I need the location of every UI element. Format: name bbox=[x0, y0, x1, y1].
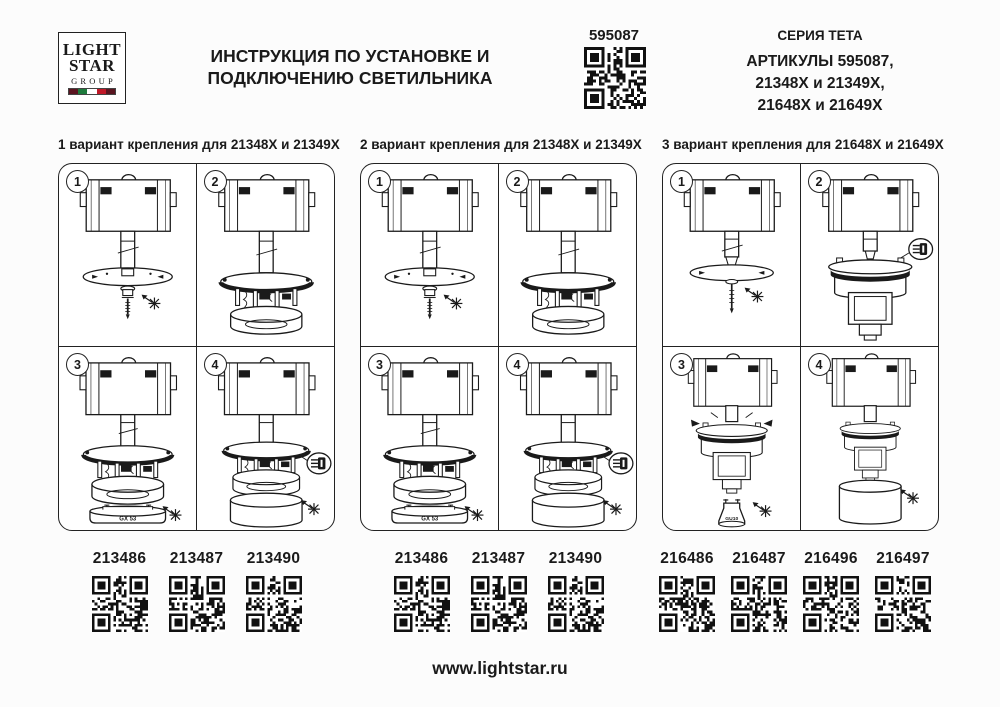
product-code-item bbox=[867, 550, 939, 632]
step-cell bbox=[801, 347, 939, 530]
step-number-badge: 1 bbox=[670, 170, 693, 193]
logo-word-light: LIGHT bbox=[62, 40, 122, 60]
step-cell bbox=[663, 347, 801, 530]
variant-2-steps-grid bbox=[360, 163, 637, 531]
product-qr-code bbox=[92, 576, 148, 632]
step-number-badge: 1 bbox=[368, 170, 391, 193]
main-qr-code bbox=[584, 47, 646, 109]
articles-line1: АРТИКУЛЫ 595087, bbox=[746, 53, 894, 70]
variant-2-product-codes bbox=[360, 550, 637, 632]
product-code-label: 213490 bbox=[548, 550, 603, 567]
page-title-line1: ИНСТРУКЦИЯ ПО УСТАНОВКЕ И bbox=[210, 46, 490, 66]
page-title bbox=[155, 46, 545, 89]
step-number-badge: 3 bbox=[670, 353, 693, 376]
step-number-badge: 1 bbox=[66, 170, 89, 193]
product-code-item bbox=[651, 550, 723, 632]
product-code-item bbox=[460, 550, 537, 632]
product-code-label: 216486 bbox=[660, 550, 714, 567]
step-number-badge: 2 bbox=[506, 170, 529, 193]
step-cell bbox=[197, 347, 335, 530]
italian-flag-stripe bbox=[69, 89, 115, 94]
step-number-badge: 2 bbox=[808, 170, 831, 193]
product-qr-code bbox=[394, 576, 450, 632]
product-qr-code bbox=[471, 576, 527, 632]
product-code-label: 216487 bbox=[732, 550, 786, 567]
step-number-badge: 2 bbox=[204, 170, 227, 193]
product-code-label: 213487 bbox=[471, 550, 526, 567]
product-qr-code bbox=[169, 576, 225, 632]
step-number-badge: 3 bbox=[368, 353, 391, 376]
product-code-item bbox=[795, 550, 867, 632]
step-cell bbox=[59, 347, 197, 530]
step-cell bbox=[361, 347, 499, 530]
product-code-label: 216497 bbox=[876, 550, 930, 567]
step-cell bbox=[663, 164, 801, 347]
logo-word-group: GROUP bbox=[71, 75, 116, 86]
step-cell bbox=[801, 164, 939, 347]
step-cell bbox=[361, 164, 499, 347]
product-code-item bbox=[158, 550, 235, 632]
product-code-label: 216496 bbox=[804, 550, 858, 567]
articles-line2: 21348X и 21349X, bbox=[755, 75, 885, 92]
product-code-label: 213490 bbox=[246, 550, 301, 567]
page-title-line2: ПОДКЛЮЧЕНИЮ СВЕТИЛЬНИКА bbox=[207, 67, 493, 88]
articles-line3: 21648X и 21649X bbox=[757, 97, 883, 114]
variant-1-heading: 1 вариант крепления для 21348X и 21349X bbox=[58, 137, 340, 152]
variant-1-steps-grid bbox=[58, 163, 335, 531]
product-code-item bbox=[81, 550, 158, 632]
step-number-badge: 3 bbox=[66, 353, 89, 376]
series-title: СЕРИЯ TETA bbox=[777, 28, 863, 43]
step-number-badge: 4 bbox=[204, 353, 227, 376]
variant-1-product-codes bbox=[58, 550, 335, 632]
product-qr-code bbox=[659, 576, 715, 632]
product-code-label: 213487 bbox=[169, 550, 224, 567]
product-code-item bbox=[235, 550, 312, 632]
website-url: www.lightstar.ru bbox=[432, 658, 568, 678]
product-qr-code bbox=[803, 576, 859, 632]
variant-3-product-codes bbox=[650, 550, 940, 632]
step-number-badge: 4 bbox=[506, 353, 529, 376]
main-product-code: 595087 bbox=[588, 27, 640, 44]
product-code-item bbox=[537, 550, 614, 632]
step-cell bbox=[59, 164, 197, 347]
product-qr-code bbox=[875, 576, 931, 632]
lightstar-logo bbox=[58, 32, 126, 104]
product-qr-code bbox=[246, 576, 302, 632]
variant-3-heading: 3 вариант крепления для 21648X и 21649X bbox=[662, 137, 944, 152]
step-number-badge: 4 bbox=[808, 353, 831, 376]
variant-2-heading: 2 вариант крепления для 21348X и 21349X bbox=[360, 137, 642, 152]
step-cell bbox=[499, 347, 637, 530]
step-cell bbox=[197, 164, 335, 347]
product-code-item bbox=[383, 550, 460, 632]
step-cell bbox=[499, 164, 637, 347]
product-code-label: 213486 bbox=[394, 550, 449, 567]
product-qr-code bbox=[548, 576, 604, 632]
product-code-label: 213486 bbox=[92, 550, 147, 567]
logo-word-star: STAR bbox=[68, 56, 116, 75]
series-info bbox=[695, 28, 945, 117]
product-code-item bbox=[723, 550, 795, 632]
variant-3-steps-grid bbox=[662, 163, 939, 531]
product-qr-code bbox=[731, 576, 787, 632]
